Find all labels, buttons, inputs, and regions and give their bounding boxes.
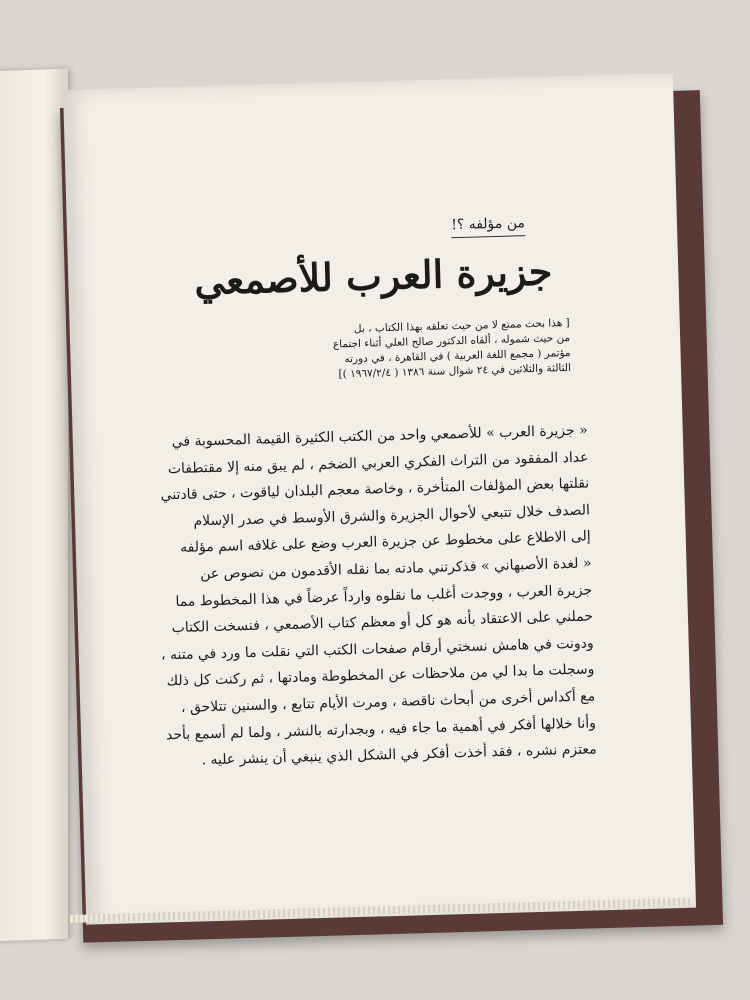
body-line: حملني على الاعتقاد بأنه هو كل أو معظم كتاب الأصمعي ، فنسخت الكتاب <box>171 608 594 637</box>
bracket-note-line: [ هذا بحث ممتع لا من حيث تعلقه بهذا الكتاب ، بل <box>353 316 570 335</box>
body-line: جزيرة العرب ، ووجدت أغلب ما نقلوه وارداً عرضاً في هذا المخطوط مما <box>175 581 593 610</box>
bracket-note-line: مؤتمر ( مجمع اللغة العربية ) في القاهرة ، في دورته <box>344 346 571 366</box>
body-line: مع أكداس أخرى من أبحاث ناقصة ، ومرت الأيام تتابع ، والسنين تتلاحق ، <box>180 688 596 716</box>
body-line: « جزيرة العرب » للأصمعي واحد من الكتب الكثيرة القيمة المحسوبة في <box>171 422 588 451</box>
body-line: عداد المفقود من التراث الفكري العربي الضخم ، لم يبق منه إلا مقتطفات <box>167 449 589 477</box>
bracket-note-line: من حيث شموله ، ألقاه الدكتور صالح العلي أثناء اجتماع <box>332 331 571 351</box>
body-line: الصدف خلال تتبعي لأحوال الجزيرة والشرق الأوسط في صدر الإسلام <box>193 502 591 530</box>
bracket-note-line: الثالثة والثلاثين في ٢٤ شوال سنة ١٣٨٦ ( ١٩٦٧/٢/٤ )] <box>338 361 572 381</box>
body-line: ودونت في هامش نسختي أرقام صفحات الكتب التي نقلت ما ورد في متنه ، <box>160 635 594 664</box>
body-line: وأنا خلالها أفكر في أهمية ما جاء فيه ، وبجدارته بالنشر ، ولما لم أسمع بأحد <box>165 714 597 743</box>
body-line: إلى الاطلاع على مخطوط عن جزيرة العرب وضع على غلافه اسم مؤلفه <box>179 528 591 557</box>
body-line: « لغدة الأصبهاني » فذكرتني مادته بما نقله الأقدمون من نصوص عن <box>200 555 592 583</box>
body-line: وسجلت ما بدا لي من ملاحظات عن المخطوطة ومادتها ، ثم ركنت كل ذلك <box>166 661 595 690</box>
body-line: معتزم نشره ، فقد أخذت أفكر في الشكل الذي ينبغي أن ينشر عليه . <box>201 741 597 769</box>
right-page <box>63 73 696 925</box>
page-title: جزيرة العرب للأصمعي <box>193 248 553 304</box>
bracket-note <box>270 316 572 384</box>
corner-note: من مؤلفه ؟! <box>451 215 525 238</box>
body-text <box>160 417 597 773</box>
left-page <box>0 69 68 942</box>
body-line: نقلتها بعض المؤلفات المتأخرة ، وخاصة معجم البلدان لياقوت ، حتى قادتني <box>160 475 590 504</box>
